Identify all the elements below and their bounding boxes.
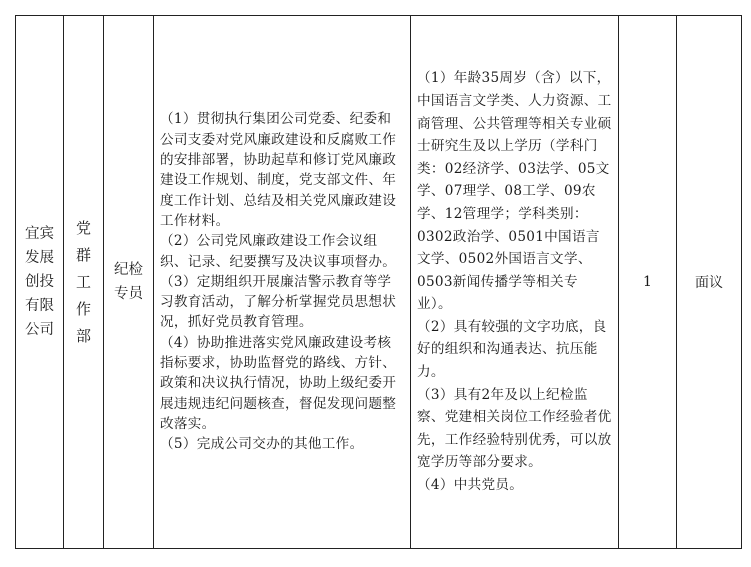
- salary-method: 面议: [695, 275, 723, 291]
- requirement-item: （3）具有2年及以上纪检监察、党建相关岗位工作经验者优先，工作经验特别优秀，可以放宽学历等部分要求。: [417, 386, 612, 471]
- requirement-item: （4）中共党员。: [417, 477, 524, 494]
- duty-item: （1）贯彻执行集团公司党委、纪委和公司支委对党风廉政建设和反腐败工作的安排部署，协助起草和修订党风廉政建设工作规划、制度，党支部文件、年度工作计划、总结及相关党风廉政建设工作材料。: [160, 111, 397, 229]
- department-name: 党群工作部: [75, 218, 91, 345]
- duty-item: （2）公司党风廉政建设工作会议组织、记录、纪要撰写及决议事项督办。: [160, 233, 397, 270]
- position-name: 纪检专员: [114, 262, 143, 302]
- duty-item: （3）定期组织开展廉洁警示教育等学习教育活动，了解分析掌握党员思想状况，抓好党员教育管理。: [160, 273, 397, 331]
- headcount: 1: [643, 274, 652, 290]
- requirement-item: （1）年龄35周岁（含）以下，中国语言文学类、人力资源、工商管理、公共管理等相关专业硕士研究生及以上学历（学科门类：02经济学、03法学、05文学、07理学、08工学、09农学、12管理学；学科类别：0302政治学、0501中国语言文学、0502外国语言文学、0503新闻传播学等相关专业）。: [417, 70, 612, 313]
- method-cell: [677, 16, 742, 549]
- department-cell: [64, 16, 104, 549]
- job-posting-table: [15, 15, 742, 549]
- company-name: 宜宾发展创投有限公司: [25, 226, 54, 338]
- requirements-cell: [411, 16, 619, 549]
- duties-cell: [154, 16, 411, 549]
- duty-item: （5）完成公司交办的其他工作。: [160, 436, 364, 453]
- company-cell: [16, 16, 64, 549]
- duty-item: （4）协助推进落实党风廉政建设考核指标要求，协助监督党的路线、方针、政策和决议执行情况，协助上级纪委开展违规违纪问题核查，督促发现问题整改落实。: [160, 334, 397, 432]
- position-cell: [104, 16, 154, 549]
- requirement-item: （2）具有较强的文字功底，良好的组织和沟通表达、抗压能力。: [417, 318, 607, 381]
- count-cell: [619, 16, 677, 549]
- table-row: [16, 16, 742, 549]
